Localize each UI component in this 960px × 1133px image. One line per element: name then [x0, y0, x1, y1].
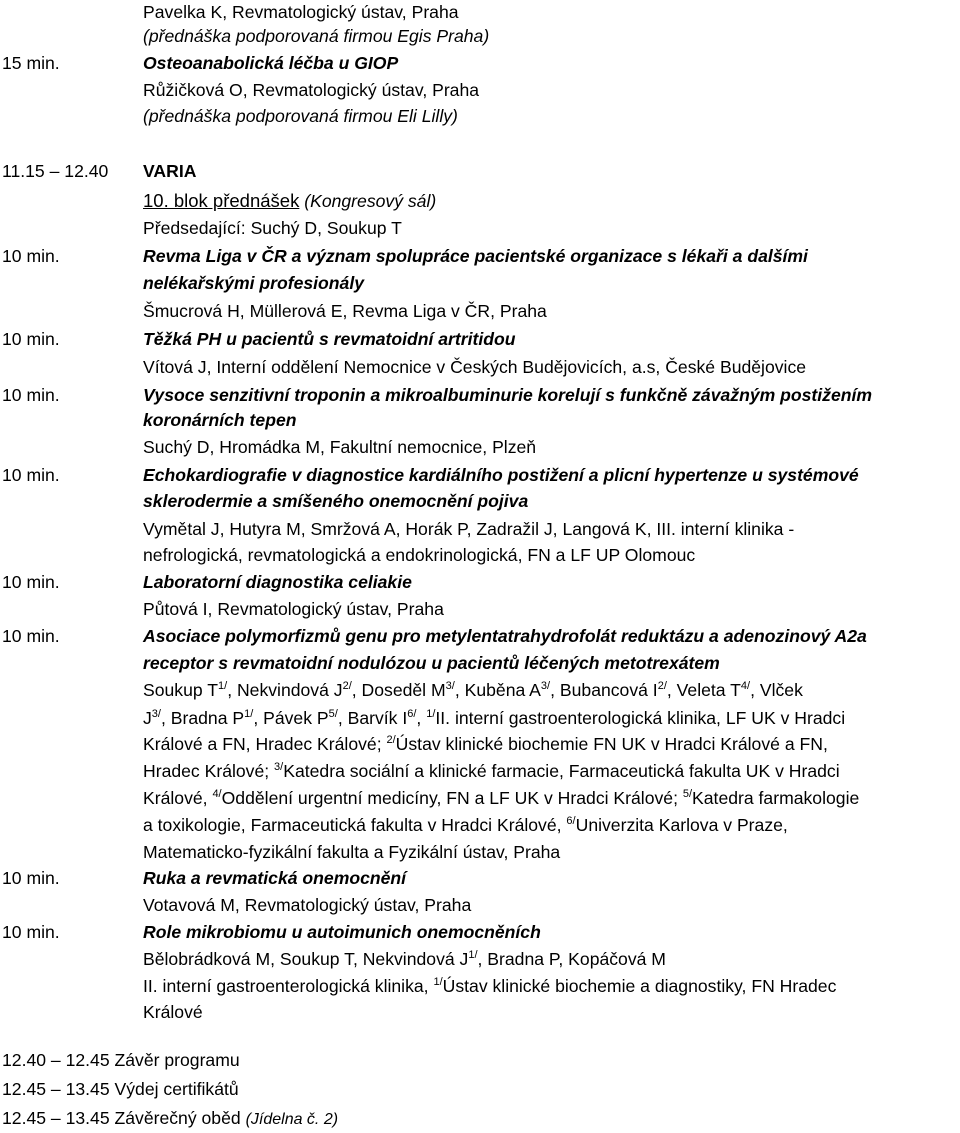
talk-title: Laboratorní diagnostika celiakie — [143, 572, 412, 592]
speaker-line: Růžičková O, Revmatologický ústav, Praha — [143, 80, 480, 100]
author-list: Bělobrádková M, Soukup T, Nekvindová $J^{1/}$, Bradna P, Kopáčová M — [143, 949, 666, 969]
talk-title-cont: koronárních tepen — [143, 410, 297, 430]
speaker-line: Vymětal J, Hutyra M, Smržová A, Horák P, Zadražil J, Langová K, III. interní klinika - — [143, 519, 795, 539]
schedule-item: 12.45 – 13.45 Výdej certifikátů — [2, 1079, 239, 1099]
block-label: 10. blok přednášek — [143, 190, 300, 211]
talk-title: Ruka a revmatická onemocnění — [143, 868, 407, 888]
duration: 10 min. — [2, 922, 60, 942]
duration: 10 min. — [2, 385, 60, 405]
speaker-line: Suchý D, Hromádka M, Fakultní nemocnice, Plzeň — [143, 437, 537, 457]
speaker-line: Vítová J, Interní oddělení Nemocnice v Českých Budějovicích, a.s, České Budějovice — [143, 357, 807, 377]
talk-title: Vysoce senzitivní troponin a mikroalbuminurie korelují s funkčně závažným postižením — [143, 385, 873, 405]
duration: 10 min. — [2, 246, 60, 266]
block-heading — [143, 188, 436, 214]
speaker-line: nefrologická, revmatologická a endokrinologická, FN a LF UP Olomouc — [143, 545, 696, 565]
talk-title: Revma Liga v ČR a význam spolupráce pacientské organizace s lékaři a dalšími — [143, 246, 808, 266]
speaker-line: Půtová I, Revmatologický ústav, Praha — [143, 599, 444, 619]
schedule-item: 12.45 – 13.45 Závěrečný oběd (Jídelna č. 2) — [2, 1108, 339, 1128]
affiliation-line: II. interní gastroenterologická klinika, $^{1/}$Ústav klinické biochemie a diagnostiky, FN Hradec — [143, 976, 837, 996]
sponsor-note: (přednáška podporovaná firmou Eli Lilly) — [143, 106, 458, 126]
venue-note: (Jídelna č. 2) — [245, 1111, 339, 1128]
speaker-line: Votavová M, Revmatologický ústav, Praha — [143, 895, 472, 915]
talk-title: Asociace polymorfizmů genu pro metylentatrahydrofolát reduktázu a adenozinový A2a — [143, 626, 867, 646]
talk-title: Echokardiografie v diagnostice kardiálního postižení a plicní hypertenze u systémové — [143, 465, 859, 485]
talk-title-cont: sklerodermie a smíšeného onemocnění pojiva — [143, 491, 529, 511]
affiliation-line: Králové — [143, 1002, 203, 1022]
talk-title: Osteoanabolická léčba u GIOP — [143, 53, 399, 73]
duration: 10 min. — [2, 626, 60, 646]
affiliation-line: Králové a FN, Hradec Králové; $^{2/}$Ústav klinické biochemie FN UK v Hradci Králové a FN, — [143, 734, 828, 754]
sponsor-note: (přednáška podporovaná firmou Egis Praha) — [143, 26, 490, 46]
talk-title: Těžká PH u pacientů s revmatoidní artritidou — [143, 329, 516, 349]
affiliation-line: Hradec Králové; $^{3/}$Katedra sociální a klinické farmacie, Farmaceutická fakulta UK v Hradci — [143, 761, 840, 781]
chairs-line: Předsedající: Suchý D, Soukup T — [143, 218, 402, 238]
duration: 10 min. — [2, 465, 60, 485]
affiliation-line: Králové, $^{4/}$Oddělení urgentní medicíny, FN a LF UK v Hradci Králové; $^{5/}$Katedra farmakologie — [143, 788, 860, 808]
session-time: 11.15 – 12.40 — [2, 161, 109, 181]
duration: 15 min. — [2, 53, 60, 73]
block-room: (Kongresový sál) — [299, 191, 437, 211]
affiliation-line: Matematicko-fyzikální fakulta a Fyzikální ústav, Praha — [143, 842, 561, 862]
talk-title-cont: nelékařskými profesionály — [143, 273, 365, 293]
session-title: VARIA — [143, 161, 197, 181]
duration: 10 min. — [2, 868, 60, 888]
author-list: $J^{3/}$, Bradna $P^{1/}$, Pávek $P^{5/}$, Barvík $I^{6/}$, $^{1/}$II. interní gastroenterologická klinika, LF UK v Hradci — [143, 708, 846, 728]
duration: 10 min. — [2, 329, 60, 349]
schedule-item: 12.40 – 12.45 Závěr programu — [2, 1050, 240, 1070]
talk-title: Role mikrobiomu u autoimunich onemocněních — [143, 922, 541, 942]
author-list: Soukup $T^{1/}$, Nekvindová $J^{2/}$, Doseděl $M^{3/}$, Kuběna $A^{3/}$, Bubancová $I^{2/}$, Veleta $T^{4/}$, Vlček — [143, 680, 803, 700]
speaker-line: Pavelka K, Revmatologický ústav, Praha — [143, 2, 459, 22]
affiliation-line: a toxikologie, Farmaceutická fakulta v Hradci Králové, $^{6/}$Univerzita Karlova v Praze, — [143, 815, 788, 835]
duration: 10 min. — [2, 572, 60, 592]
talk-title-cont: receptor s revmatoidní nodulózou u pacientů léčených metotrexátem — [143, 653, 720, 673]
speaker-line: Šmucrová H, Müllerová E, Revma Liga v ČR, Praha — [143, 301, 547, 321]
